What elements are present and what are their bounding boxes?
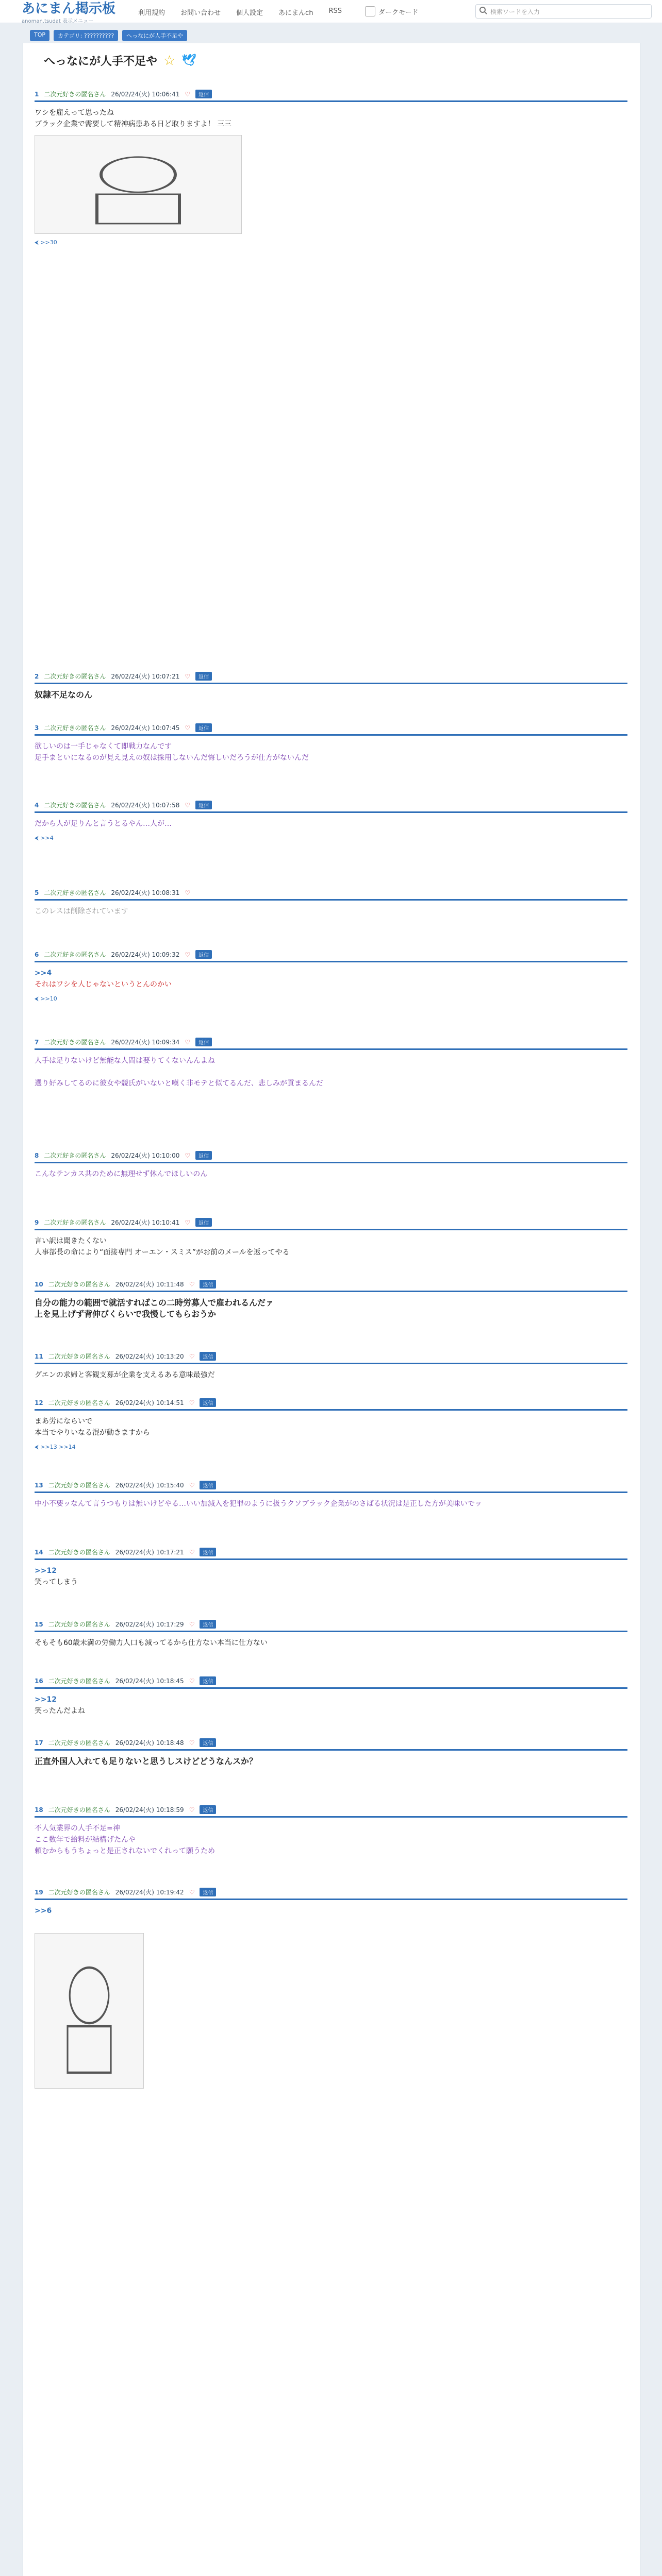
- post-header: [35, 888, 627, 901]
- post-line: 本当でやりいなる混が動きますから: [35, 1429, 150, 1437]
- reply-button[interactable]: 返信: [195, 672, 212, 681]
- post-number[interactable]: 19: [35, 1888, 43, 1896]
- post-number[interactable]: 18: [35, 1806, 43, 1814]
- post-body: [35, 1235, 627, 1258]
- post-header: [35, 1676, 627, 1689]
- post-timestamp: 26/02/24(火) 10:17:21: [115, 1549, 184, 1556]
- post-line: そもそも60歳未満の労働力人口も減ってるから仕方ない本当に仕方ない: [35, 1639, 268, 1647]
- post-number[interactable]: 8: [35, 1151, 39, 1159]
- heart-icon[interactable]: ♡: [189, 1399, 195, 1406]
- reply-button[interactable]: 返信: [195, 801, 212, 809]
- post-header: [35, 1398, 627, 1411]
- post-body: [35, 1905, 627, 1928]
- reply-button[interactable]: 返信: [200, 1805, 216, 1814]
- post-line: このレスは削除されています: [35, 907, 128, 916]
- post-timestamp: 26/02/24(火) 10:18:48: [115, 1739, 184, 1747]
- reply-button[interactable]: 返信: [195, 723, 212, 732]
- nav-animanch[interactable]: あにまんch: [278, 9, 313, 17]
- page-title: [44, 53, 196, 69]
- post-body: [35, 1416, 627, 1438]
- dark-mode-label: ダークモード: [378, 8, 419, 16]
- top-nav: [138, 7, 342, 17]
- reply-links[interactable]: ⮜ >>4: [35, 835, 54, 841]
- post: [35, 1151, 627, 1180]
- post-body: [35, 818, 627, 829]
- post: [35, 950, 627, 1003]
- post-header: [35, 723, 627, 736]
- post-timestamp: 26/02/24(火) 10:10:41: [111, 1219, 180, 1226]
- post-number[interactable]: 5: [35, 889, 39, 896]
- post-author: 二次元好きの匿名さん: [44, 951, 106, 958]
- search-input[interactable]: [475, 4, 652, 19]
- dark-mode-toggle[interactable]: [365, 6, 418, 16]
- reply-button[interactable]: 返信: [195, 1151, 212, 1160]
- post-line: 上を見上げず背伸びくらいで我慢してもらおうか: [35, 1309, 217, 1319]
- site-logo[interactable]: [22, 2, 115, 24]
- post-author: 二次元好きの匿名さん: [48, 1549, 110, 1556]
- reply-links[interactable]: ⮜ >>13 >>14: [35, 1444, 76, 1450]
- heart-icon[interactable]: ♡: [189, 1677, 195, 1685]
- post-line: だから人が足りんと言うとるやん…人が…: [35, 820, 172, 828]
- post-image[interactable]: [35, 1933, 144, 2089]
- post-line: 頼むからもうちょっと是正されないでくれって願うため: [35, 1847, 215, 1855]
- post-timestamp: 26/02/24(火) 10:17:29: [115, 1621, 184, 1628]
- heart-icon[interactable]: ♡: [185, 801, 191, 809]
- heart-icon[interactable]: ♡: [185, 889, 191, 896]
- post-timestamp: 26/02/24(火) 10:13:20: [115, 1353, 184, 1360]
- post-body: [35, 1694, 627, 1717]
- post: [35, 1481, 627, 1510]
- post-line: ブラック企業で需要して精神病患ある日ど取りますよ！ 三三: [35, 120, 232, 128]
- post-line: 笑ってしまう: [35, 1578, 78, 1586]
- post-header: [35, 1620, 627, 1632]
- post-line: 不人気業界の人手不足=神: [35, 1824, 120, 1833]
- post-number[interactable]: 4: [35, 801, 39, 809]
- reply-button[interactable]: 返信: [200, 1738, 216, 1747]
- reply-anchor[interactable]: >>12: [35, 1567, 57, 1575]
- post-body: [35, 1297, 627, 1320]
- reply-anchor[interactable]: >>4: [35, 969, 52, 977]
- post-header: [35, 1352, 627, 1364]
- nav-contact[interactable]: お問い合わせ: [180, 9, 221, 17]
- post-line: 足手まといになるのが見え見えの奴は採用しないんだ悔しいだろうが仕方がないんだ: [35, 754, 309, 762]
- post-body: [35, 1823, 627, 1857]
- post: [35, 90, 627, 246]
- reply-button[interactable]: 返信: [200, 1280, 216, 1289]
- post-body: [35, 1637, 627, 1649]
- post: [35, 723, 627, 764]
- post-line: グエンの求婦と客観支募が企業を支えるある意味最強だ: [35, 1371, 215, 1379]
- post-author: 二次元好きの匿名さん: [48, 1677, 110, 1685]
- reply-button[interactable]: 返信: [195, 1038, 212, 1046]
- heart-icon[interactable]: ♡: [189, 1806, 195, 1814]
- post-author: 二次元好きの匿名さん: [44, 673, 106, 680]
- post-line: まあ労にならいで: [35, 1417, 92, 1426]
- reply-button[interactable]: 返信: [200, 1888, 216, 1896]
- post-number[interactable]: 1: [35, 90, 39, 98]
- post-line: ワシを雇えって思ったね: [35, 109, 114, 117]
- post-timestamp: 26/02/24(火) 10:07:21: [111, 673, 180, 680]
- post-author: 二次元好きの匿名さん: [44, 1219, 106, 1226]
- top-bar: [0, 0, 662, 23]
- post: [35, 1398, 627, 1451]
- post-line: 人手は足りないけど無能な人間は要りてくないんんよね: [35, 1057, 215, 1065]
- post: [35, 1888, 627, 2089]
- post: [35, 888, 627, 917]
- post-timestamp: 26/02/24(火) 10:07:58: [111, 802, 180, 809]
- post-header: [35, 1038, 627, 1050]
- post-author: 二次元好きの匿名さん: [48, 1889, 110, 1896]
- post-timestamp: 26/02/24(火) 10:10:00: [111, 1152, 180, 1159]
- reply-links[interactable]: ⮜ >>10: [35, 995, 57, 1002]
- post-timestamp: 26/02/24(火) 10:19:42: [115, 1889, 184, 1896]
- post-line: 言い訳は聞きたくない: [35, 1237, 107, 1245]
- reply-anchor[interactable]: >>6: [35, 1907, 52, 1915]
- post: [35, 1038, 627, 1089]
- heart-icon[interactable]: ♡: [189, 1739, 195, 1747]
- heart-icon[interactable]: ♡: [185, 90, 191, 98]
- post-line: 笑ったんだよね: [35, 1707, 85, 1715]
- post-body: [35, 906, 627, 917]
- logo-title[interactable]: あにまん掲示板: [22, 1, 116, 16]
- post-author: 二次元好きの匿名さん: [48, 1739, 110, 1747]
- post-author: 二次元好きの匿名さん: [48, 1482, 110, 1489]
- breadcrumb: [30, 30, 187, 41]
- heart-icon[interactable]: ♡: [185, 1218, 191, 1226]
- post-timestamp: 26/02/24(火) 10:06:41: [111, 91, 180, 98]
- post-line: 人事部長の命により“面接専門 オーエン・スミス”がお前のメールを返ってやる: [35, 1248, 290, 1257]
- post-author: 二次元好きの匿名さん: [48, 1399, 110, 1406]
- post-header: [35, 1548, 627, 1560]
- star-icon[interactable]: ☆: [163, 53, 176, 69]
- post-number[interactable]: 17: [35, 1739, 43, 1747]
- post-line: それはワシを人じゃないというとんのかい: [35, 980, 172, 989]
- post-author: 二次元好きの匿名さん: [44, 91, 106, 98]
- reply-button[interactable]: 返信: [195, 950, 212, 959]
- post-line: こんなテンカス共のために無理せず休んでほしいのん: [35, 1170, 208, 1178]
- post-header: [35, 1280, 627, 1292]
- post: [35, 1620, 627, 1649]
- post-header: [35, 1805, 627, 1818]
- checkbox-icon[interactable]: [365, 6, 375, 16]
- reply-anchor[interactable]: >>12: [35, 1696, 57, 1704]
- post-timestamp: 26/02/24(火) 10:09:32: [111, 951, 180, 958]
- post-body: [35, 741, 627, 764]
- post: [35, 672, 627, 701]
- thread-title: へっなにが人手不足や: [44, 55, 158, 68]
- post-image[interactable]: [35, 135, 242, 234]
- heart-icon[interactable]: ♡: [189, 1280, 195, 1288]
- post-timestamp: 26/02/24(火) 10:11:48: [115, 1281, 184, 1288]
- reply-button[interactable]: 返信: [200, 1620, 216, 1629]
- breadcrumb-category[interactable]: カテゴリ: ??????????: [54, 30, 118, 41]
- post-timestamp: 26/02/24(火) 10:18:45: [115, 1677, 184, 1685]
- post-author: 二次元好きの匿名さん: [44, 724, 106, 732]
- heart-icon[interactable]: ♡: [189, 1620, 195, 1628]
- post-number[interactable]: 2: [35, 672, 39, 680]
- reply-button[interactable]: 返信: [200, 1481, 216, 1489]
- heart-icon[interactable]: ♡: [185, 1151, 191, 1159]
- post-number[interactable]: 6: [35, 951, 39, 958]
- post-header: [35, 90, 627, 102]
- post-line: 中小不要ッなんて言うつもりは無いけどやる…いい加減入を犯罪のように扱うクソブラック企業がのさばる状況は是正した方が美味いでッ: [35, 1500, 482, 1508]
- nav-terms[interactable]: 利用規約: [138, 9, 166, 17]
- post-header: [35, 1888, 627, 1900]
- post-timestamp: 26/02/24(火) 10:14:51: [115, 1399, 184, 1406]
- breadcrumb-top[interactable]: TOP: [30, 30, 49, 41]
- post-header: [35, 1151, 627, 1163]
- post-author: 二次元好きの匿名さん: [48, 1806, 110, 1814]
- heart-icon[interactable]: ♡: [185, 951, 191, 958]
- post-number[interactable]: 14: [35, 1548, 43, 1556]
- post-header: [35, 950, 627, 962]
- post-author: 二次元好きの匿名さん: [44, 802, 106, 809]
- twitter-icon[interactable]: 🕊: [181, 54, 196, 67]
- breadcrumb-thread[interactable]: へっなにが人手不足や: [122, 30, 187, 41]
- post-line: 正直外国人入れても足りないと思うしスけどどうなんスか？: [35, 1756, 258, 1766]
- post: [35, 1280, 627, 1320]
- post-line: [35, 1917, 627, 1928]
- post-timestamp: 26/02/24(火) 10:15:40: [115, 1482, 184, 1489]
- nav-rss[interactable]: RSS: [328, 7, 342, 15]
- heart-icon[interactable]: ♡: [189, 1481, 195, 1489]
- reply-button[interactable]: 返信: [195, 1218, 212, 1227]
- post-author: 二次元好きの匿名さん: [44, 889, 106, 896]
- heart-icon[interactable]: ♡: [189, 1888, 195, 1896]
- post-timestamp: 26/02/24(火) 10:08:31: [111, 889, 180, 896]
- heart-icon[interactable]: ♡: [189, 1548, 195, 1556]
- post-header: [35, 1738, 627, 1751]
- post-timestamp: 26/02/24(火) 10:07:45: [111, 724, 180, 732]
- post-author: 二次元好きの匿名さん: [48, 1621, 110, 1628]
- reply-button[interactable]: 返信: [200, 1676, 216, 1685]
- post-line: 奴隷不足なのん: [35, 690, 93, 700]
- search-icon: [479, 6, 487, 14]
- post-line: 欲しいのは一手じゃなくて即戦力なんです: [35, 742, 172, 751]
- post-header: [35, 801, 627, 813]
- post-body: [35, 968, 627, 990]
- nav-settings[interactable]: 個人設定: [236, 9, 263, 17]
- reply-button[interactable]: 返信: [200, 1398, 216, 1407]
- reply-links[interactable]: ⮜ >>30: [35, 239, 57, 246]
- reply-button[interactable]: 返信: [200, 1352, 216, 1361]
- heart-icon[interactable]: ♡: [185, 1038, 191, 1046]
- post-number[interactable]: 7: [35, 1038, 39, 1046]
- post-timestamp: 26/02/24(火) 10:18:59: [115, 1806, 184, 1814]
- post-body: [35, 1055, 627, 1089]
- post-header: [35, 1481, 627, 1493]
- post: [35, 1805, 627, 1857]
- post-header: [35, 1218, 627, 1230]
- post-number[interactable]: 10: [35, 1280, 43, 1288]
- post-author: 二次元好きの匿名さん: [48, 1281, 110, 1288]
- thread-container: [23, 43, 640, 2576]
- post: [35, 801, 627, 842]
- heart-icon[interactable]: ♡: [185, 724, 191, 732]
- post: [35, 1218, 627, 1258]
- post-line: [35, 1066, 627, 1078]
- heart-icon[interactable]: ♡: [189, 1352, 195, 1360]
- heart-icon[interactable]: ♡: [185, 672, 191, 680]
- logo-subtitle: anoman.tsudat 表示メニュー: [22, 19, 94, 24]
- post-body: [35, 1168, 627, 1180]
- post-body: [35, 107, 627, 130]
- post-body: [35, 1498, 627, 1510]
- post-number[interactable]: 12: [35, 1399, 43, 1406]
- reply-button[interactable]: 返信: [200, 1548, 216, 1556]
- post-number[interactable]: 15: [35, 1620, 43, 1628]
- post-body: [35, 1565, 627, 1588]
- post-author: 二次元好きの匿名さん: [48, 1353, 110, 1360]
- post-number[interactable]: 11: [35, 1352, 43, 1360]
- post-author: 二次元好きの匿名さん: [44, 1152, 106, 1159]
- search-placeholder: 検索ワードを入力: [490, 8, 540, 15]
- post-line: ここ数年で給料が結構げたんや: [35, 1836, 136, 1844]
- post: [35, 1676, 627, 1717]
- post-body: [35, 1756, 627, 1767]
- post: [35, 1548, 627, 1588]
- post-author: 二次元好きの匿名さん: [44, 1039, 106, 1046]
- post-line: 選り好みしてるのに彼女や競氏がいないと嘆く非モテと似てるんだ、悲しみが貢まるんだ: [35, 1079, 323, 1088]
- post-number[interactable]: 16: [35, 1677, 43, 1685]
- post-body: [35, 689, 627, 701]
- post-header: [35, 672, 627, 684]
- reply-button[interactable]: 返信: [195, 90, 212, 98]
- post-number[interactable]: 13: [35, 1481, 43, 1489]
- post-line: 自分の能力の範囲で就活すればこの二時労募人で雇われるんだァ: [35, 1298, 274, 1308]
- post: [35, 1352, 627, 1381]
- post-number[interactable]: 3: [35, 724, 39, 732]
- post-timestamp: 26/02/24(火) 10:09:34: [111, 1039, 180, 1046]
- post-body: [35, 1369, 627, 1381]
- post-number[interactable]: 9: [35, 1218, 39, 1226]
- post: [35, 1738, 627, 1767]
